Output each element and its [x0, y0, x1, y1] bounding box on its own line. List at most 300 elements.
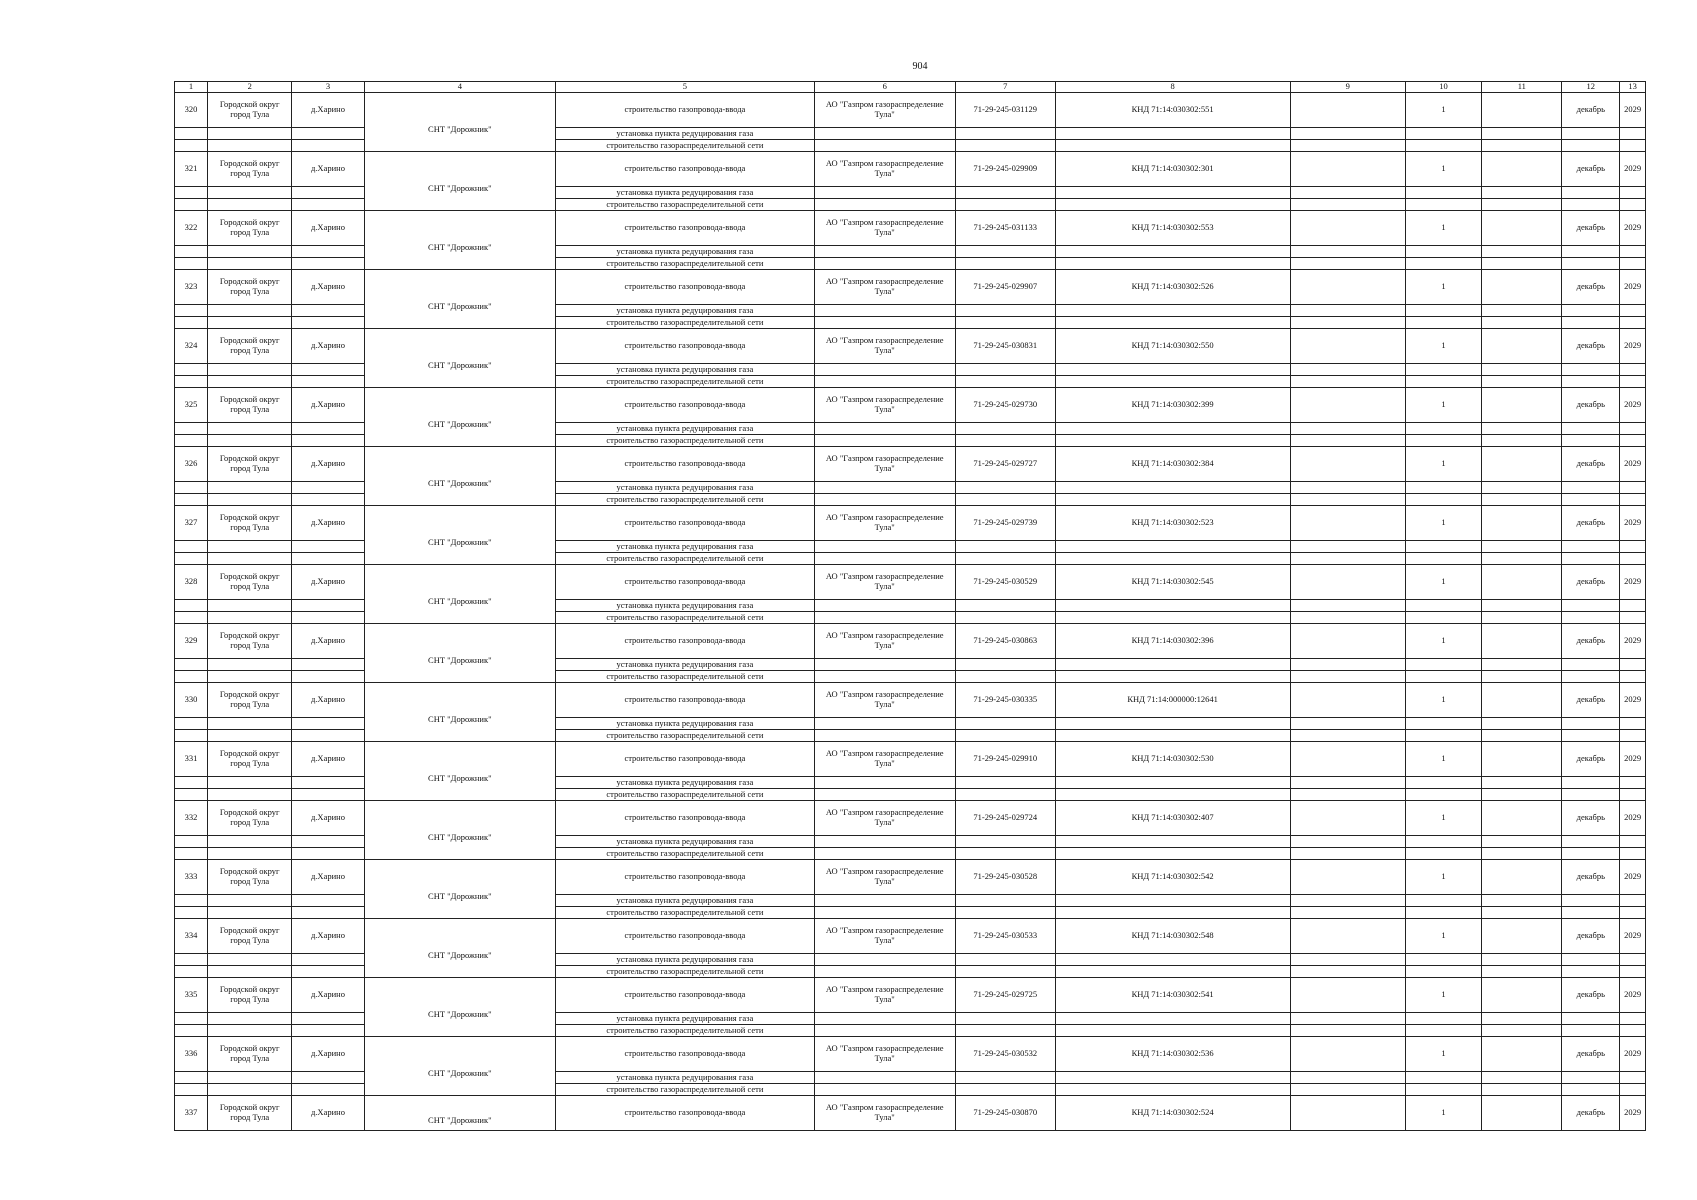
- empty-subcell: [292, 848, 364, 860]
- empty-subcell: [207, 789, 291, 801]
- district-cell: Городской округ город Тула: [207, 565, 291, 600]
- work-network-cell: строительство газораспределительной сети: [556, 553, 815, 565]
- village-cell: д.Харино: [292, 860, 364, 895]
- empty-cell-9: [1290, 742, 1405, 777]
- empty-subcell: [955, 305, 1055, 317]
- work-main-cell: строительство газопровода-ввода: [556, 860, 815, 895]
- work-reducing-cell: установка пункта редуцирования газа: [556, 836, 815, 848]
- empty-subcell: [175, 671, 208, 683]
- snt-cell: [364, 152, 556, 211]
- empty-subcell: [1405, 789, 1481, 801]
- month-cell: декабрь: [1562, 919, 1620, 954]
- empty-subcell: [1055, 600, 1290, 612]
- empty-subcell: [1405, 612, 1481, 624]
- empty-subcell: [207, 659, 291, 671]
- snt-label: СНТ "Дорожник": [428, 537, 492, 548]
- empty-subcell: [1482, 128, 1562, 140]
- empty-subcell: [955, 966, 1055, 978]
- village-cell: д.Харино: [292, 329, 364, 364]
- empty-subcell: [1620, 482, 1646, 494]
- quantity-cell: 1: [1405, 329, 1481, 364]
- snt-label: СНТ "Дорожник": [428, 183, 492, 194]
- snt-label: СНТ "Дорожник": [428, 124, 492, 135]
- empty-subcell: [207, 246, 291, 258]
- empty-subcell: [292, 435, 364, 447]
- village-cell: д.Харино: [292, 388, 364, 423]
- empty-subcell: [1290, 789, 1405, 801]
- empty-subcell: [1405, 954, 1481, 966]
- empty-subcell: [955, 895, 1055, 907]
- empty-subcell: [1405, 600, 1481, 612]
- empty-subcell: [1562, 317, 1620, 329]
- snt-label: СНТ "Дорожник": [428, 655, 492, 666]
- object-code-cell: 71-29-245-029909: [955, 152, 1055, 187]
- empty-subcell: [207, 954, 291, 966]
- district-cell: Городской округ город Тула: [207, 506, 291, 541]
- empty-subcell: [292, 423, 364, 435]
- work-main-cell: строительство газопровода-ввода: [556, 565, 815, 600]
- table-row: [175, 683, 1646, 718]
- empty-subcell: [207, 895, 291, 907]
- object-code-cell: 71-29-245-030529: [955, 565, 1055, 600]
- empty-subcell: [292, 305, 364, 317]
- work-network-cell: строительство газораспределительной сети: [556, 1025, 815, 1037]
- district-cell: Городской округ город Тула: [207, 683, 291, 718]
- empty-cell-9: [1290, 93, 1405, 128]
- year-cell: 2029: [1620, 270, 1646, 305]
- empty-subcell: [1055, 435, 1290, 447]
- empty-subcell: [1290, 954, 1405, 966]
- empty-cell-11: [1482, 388, 1562, 423]
- empty-cell-9: [1290, 329, 1405, 364]
- empty-subcell: [292, 730, 364, 742]
- empty-subcell: [1482, 600, 1562, 612]
- empty-subcell: [955, 246, 1055, 258]
- year-cell: 2029: [1620, 919, 1646, 954]
- empty-subcell: [292, 541, 364, 553]
- object-code-cell: 71-29-245-029727: [955, 447, 1055, 482]
- empty-subcell: [1620, 954, 1646, 966]
- empty-subcell: [292, 128, 364, 140]
- empty-subcell: [207, 907, 291, 919]
- table-row: [175, 565, 1646, 600]
- empty-subcell: [1055, 612, 1290, 624]
- empty-subcell: [1290, 553, 1405, 565]
- empty-subcell: [1290, 671, 1405, 683]
- empty-subcell: [175, 305, 208, 317]
- empty-subcell: [1620, 246, 1646, 258]
- empty-cell-11: [1482, 1037, 1562, 1072]
- empty-subcell: [1482, 317, 1562, 329]
- empty-subcell: [1482, 1072, 1562, 1084]
- empty-subcell: [814, 258, 955, 270]
- empty-subcell: [1405, 541, 1481, 553]
- cadastral-cell: КНД 71:14:030302:526: [1055, 270, 1290, 305]
- empty-subcell: [955, 423, 1055, 435]
- year-cell: 2029: [1620, 860, 1646, 895]
- empty-subcell: [175, 612, 208, 624]
- empty-subcell: [1562, 789, 1620, 801]
- snt-label: СНТ "Дорожник": [428, 360, 492, 371]
- empty-subcell: [814, 836, 955, 848]
- empty-subcell: [1290, 718, 1405, 730]
- table-row: [175, 801, 1646, 836]
- snt-cell: [364, 270, 556, 329]
- empty-subcell: [175, 789, 208, 801]
- empty-subcell: [955, 954, 1055, 966]
- empty-subcell: [1055, 317, 1290, 329]
- empty-subcell: [1482, 895, 1562, 907]
- column-header-8: 8: [1055, 82, 1290, 93]
- snt-label: СНТ "Дорожник": [428, 891, 492, 902]
- quantity-cell: 1: [1405, 388, 1481, 423]
- empty-cell-11: [1482, 801, 1562, 836]
- empty-subcell: [1405, 848, 1481, 860]
- month-cell: декабрь: [1562, 565, 1620, 600]
- empty-subcell: [1290, 600, 1405, 612]
- empty-subcell: [1405, 777, 1481, 789]
- row-number: 328: [175, 565, 208, 600]
- empty-subcell: [175, 246, 208, 258]
- empty-subcell: [207, 541, 291, 553]
- year-cell: 2029: [1620, 1037, 1646, 1072]
- empty-cell-11: [1482, 447, 1562, 482]
- empty-subcell: [292, 1072, 364, 1084]
- table-row: [175, 624, 1646, 659]
- empty-subcell: [814, 966, 955, 978]
- empty-subcell: [1562, 364, 1620, 376]
- district-cell: Городской округ город Тула: [207, 329, 291, 364]
- row-number: 322: [175, 211, 208, 246]
- empty-subcell: [1405, 836, 1481, 848]
- work-network-cell: строительство газораспределительной сети: [556, 1084, 815, 1096]
- empty-subcell: [1055, 199, 1290, 211]
- empty-subcell: [1620, 789, 1646, 801]
- empty-subcell: [207, 1072, 291, 1084]
- object-code-cell: 71-29-245-029907: [955, 270, 1055, 305]
- empty-subcell: [1055, 128, 1290, 140]
- empty-subcell: [814, 730, 955, 742]
- snt-cell: [364, 1037, 556, 1096]
- organization-cell: АО "Газпром газораспределение Тула": [814, 447, 955, 482]
- empty-subcell: [292, 895, 364, 907]
- village-cell: д.Харино: [292, 919, 364, 954]
- empty-subcell: [175, 907, 208, 919]
- organization-cell: АО "Газпром газораспределение Тула": [814, 1096, 955, 1131]
- work-network-cell: строительство газораспределительной сети: [556, 199, 815, 211]
- empty-subcell: [207, 966, 291, 978]
- snt-label: СНТ "Дорожник": [428, 714, 492, 725]
- work-main-cell: строительство газопровода-ввода: [556, 801, 815, 836]
- empty-subcell: [207, 199, 291, 211]
- empty-subcell: [175, 435, 208, 447]
- empty-cell-9: [1290, 978, 1405, 1013]
- empty-subcell: [207, 553, 291, 565]
- empty-subcell: [292, 140, 364, 152]
- empty-subcell: [814, 435, 955, 447]
- empty-subcell: [1290, 376, 1405, 388]
- empty-cell-11: [1482, 152, 1562, 187]
- month-cell: декабрь: [1562, 506, 1620, 541]
- empty-subcell: [1620, 317, 1646, 329]
- organization-cell: АО "Газпром газораспределение Тула": [814, 742, 955, 777]
- empty-subcell: [1562, 376, 1620, 388]
- work-main-cell: строительство газопровода-ввода: [556, 624, 815, 659]
- cadastral-cell: КНД 71:14:030302:396: [1055, 624, 1290, 659]
- empty-subcell: [175, 895, 208, 907]
- empty-subcell: [292, 187, 364, 199]
- empty-subcell: [955, 1072, 1055, 1084]
- empty-subcell: [1482, 553, 1562, 565]
- empty-subcell: [1055, 895, 1290, 907]
- row-number: 332: [175, 801, 208, 836]
- table-row: [175, 742, 1646, 777]
- empty-subcell: [292, 600, 364, 612]
- cadastral-cell: КНД 71:14:030302:551: [1055, 93, 1290, 128]
- empty-subcell: [175, 423, 208, 435]
- empty-subcell: [955, 600, 1055, 612]
- month-cell: декабрь: [1562, 1096, 1620, 1131]
- empty-subcell: [1482, 494, 1562, 506]
- year-cell: 2029: [1620, 211, 1646, 246]
- empty-subcell: [1620, 541, 1646, 553]
- empty-subcell: [1405, 364, 1481, 376]
- empty-subcell: [1620, 671, 1646, 683]
- empty-subcell: [1482, 671, 1562, 683]
- work-network-cell: строительство газораспределительной сети: [556, 317, 815, 329]
- empty-subcell: [1290, 435, 1405, 447]
- empty-subcell: [175, 848, 208, 860]
- empty-subcell: [1482, 246, 1562, 258]
- empty-subcell: [1620, 187, 1646, 199]
- empty-subcell: [1055, 364, 1290, 376]
- year-cell: 2029: [1620, 93, 1646, 128]
- row-number: 329: [175, 624, 208, 659]
- year-cell: 2029: [1620, 683, 1646, 718]
- empty-subcell: [292, 659, 364, 671]
- district-cell: Городской округ город Тула: [207, 978, 291, 1013]
- cadastral-cell: КНД 71:14:030302:553: [1055, 211, 1290, 246]
- empty-subcell: [1562, 1013, 1620, 1025]
- empty-subcell: [955, 199, 1055, 211]
- month-cell: декабрь: [1562, 211, 1620, 246]
- empty-subcell: [1562, 553, 1620, 565]
- month-cell: декабрь: [1562, 447, 1620, 482]
- snt-cell: [364, 683, 556, 742]
- empty-subcell: [955, 907, 1055, 919]
- empty-subcell: [1562, 423, 1620, 435]
- object-code-cell: 71-29-245-030870: [955, 1096, 1055, 1131]
- row-number: 320: [175, 93, 208, 128]
- empty-subcell: [1620, 199, 1646, 211]
- empty-subcell: [1290, 659, 1405, 671]
- district-cell: Городской округ город Тула: [207, 1037, 291, 1072]
- empty-subcell: [955, 376, 1055, 388]
- empty-subcell: [1482, 423, 1562, 435]
- object-code-cell: 71-29-245-030528: [955, 860, 1055, 895]
- work-reducing-cell: установка пункта редуцирования газа: [556, 718, 815, 730]
- empty-subcell: [1405, 718, 1481, 730]
- column-header-6: 6: [814, 82, 955, 93]
- empty-subcell: [1290, 128, 1405, 140]
- column-header-7: 7: [955, 82, 1055, 93]
- empty-subcell: [814, 305, 955, 317]
- snt-cell: [364, 1096, 556, 1131]
- year-cell: 2029: [1620, 801, 1646, 836]
- empty-subcell: [1482, 1025, 1562, 1037]
- empty-subcell: [292, 1013, 364, 1025]
- empty-subcell: [814, 600, 955, 612]
- district-cell: Городской округ город Тула: [207, 388, 291, 423]
- quantity-cell: 1: [1405, 683, 1481, 718]
- empty-subcell: [1620, 1084, 1646, 1096]
- page-number: 904: [912, 61, 928, 72]
- empty-cell-9: [1290, 1037, 1405, 1072]
- table-row: [175, 270, 1646, 305]
- empty-subcell: [1055, 187, 1290, 199]
- empty-subcell: [1405, 376, 1481, 388]
- organization-cell: АО "Газпром газораспределение Тула": [814, 388, 955, 423]
- snt-label: СНТ "Дорожник": [428, 832, 492, 843]
- snt-cell: [364, 506, 556, 565]
- empty-subcell: [955, 187, 1055, 199]
- table-row: [175, 388, 1646, 423]
- empty-subcell: [1405, 494, 1481, 506]
- district-cell: Городской округ город Тула: [207, 211, 291, 246]
- empty-subcell: [1290, 423, 1405, 435]
- quantity-cell: 1: [1405, 506, 1481, 541]
- row-number: 326: [175, 447, 208, 482]
- empty-subcell: [1055, 1072, 1290, 1084]
- empty-subcell: [1055, 789, 1290, 801]
- empty-subcell: [1482, 199, 1562, 211]
- empty-subcell: [175, 954, 208, 966]
- quantity-cell: 1: [1405, 1096, 1481, 1131]
- empty-subcell: [207, 140, 291, 152]
- empty-subcell: [1405, 553, 1481, 565]
- empty-subcell: [1405, 246, 1481, 258]
- table-row: [175, 860, 1646, 895]
- row-number: 337: [175, 1096, 208, 1131]
- empty-subcell: [955, 128, 1055, 140]
- snt-label: СНТ "Дорожник": [428, 1115, 492, 1126]
- empty-subcell: [1620, 659, 1646, 671]
- empty-cell-11: [1482, 270, 1562, 305]
- month-cell: декабрь: [1562, 860, 1620, 895]
- cadastral-cell: КНД 71:14:030302:545: [1055, 565, 1290, 600]
- empty-subcell: [814, 246, 955, 258]
- empty-subcell: [292, 954, 364, 966]
- empty-subcell: [1482, 848, 1562, 860]
- empty-subcell: [1562, 199, 1620, 211]
- empty-subcell: [1620, 600, 1646, 612]
- row-number: 333: [175, 860, 208, 895]
- work-network-cell: строительство газораспределительной сети: [556, 730, 815, 742]
- organization-cell: АО "Газпром газораспределение Тула": [814, 801, 955, 836]
- organization-cell: АО "Газпром газораспределение Тула": [814, 978, 955, 1013]
- empty-subcell: [814, 541, 955, 553]
- work-reducing-cell: установка пункта редуцирования газа: [556, 777, 815, 789]
- empty-subcell: [1562, 128, 1620, 140]
- empty-subcell: [207, 730, 291, 742]
- empty-subcell: [1562, 777, 1620, 789]
- month-cell: декабрь: [1562, 329, 1620, 364]
- empty-subcell: [292, 258, 364, 270]
- empty-subcell: [1055, 671, 1290, 683]
- object-code-cell: 71-29-245-030335: [955, 683, 1055, 718]
- empty-subcell: [175, 140, 208, 152]
- cadastral-cell: КНД 71:14:030302:301: [1055, 152, 1290, 187]
- empty-subcell: [1055, 1084, 1290, 1096]
- empty-subcell: [1405, 187, 1481, 199]
- empty-subcell: [1290, 1025, 1405, 1037]
- village-cell: д.Харино: [292, 742, 364, 777]
- year-cell: 2029: [1620, 565, 1646, 600]
- district-cell: Городской округ город Тула: [207, 860, 291, 895]
- empty-subcell: [814, 612, 955, 624]
- snt-cell: [364, 978, 556, 1037]
- empty-subcell: [207, 482, 291, 494]
- work-main-cell: строительство газопровода-ввода: [556, 388, 815, 423]
- empty-subcell: [175, 482, 208, 494]
- empty-subcell: [1055, 836, 1290, 848]
- cadastral-cell: КНД 71:14:030302:407: [1055, 801, 1290, 836]
- snt-label: СНТ "Дорожник": [428, 773, 492, 784]
- empty-subcell: [1482, 258, 1562, 270]
- row-number: 334: [175, 919, 208, 954]
- empty-subcell: [1405, 305, 1481, 317]
- empty-subcell: [1405, 435, 1481, 447]
- quantity-cell: 1: [1405, 801, 1481, 836]
- column-header-9: 9: [1290, 82, 1405, 93]
- year-cell: 2029: [1620, 624, 1646, 659]
- district-cell: Городской округ город Тула: [207, 447, 291, 482]
- work-network-cell: строительство газораспределительной сети: [556, 671, 815, 683]
- month-cell: декабрь: [1562, 978, 1620, 1013]
- empty-subcell: [955, 258, 1055, 270]
- column-header-12: 12: [1562, 82, 1620, 93]
- empty-subcell: [814, 128, 955, 140]
- empty-subcell: [1055, 1013, 1290, 1025]
- table-row: [175, 211, 1646, 246]
- work-network-cell: строительство газораспределительной сети: [556, 907, 815, 919]
- snt-cell: [364, 329, 556, 388]
- empty-subcell: [1055, 553, 1290, 565]
- empty-subcell: [814, 777, 955, 789]
- empty-subcell: [1290, 494, 1405, 506]
- empty-subcell: [1055, 777, 1290, 789]
- empty-subcell: [1482, 140, 1562, 152]
- empty-subcell: [1482, 789, 1562, 801]
- empty-subcell: [1562, 1025, 1620, 1037]
- empty-cell-11: [1482, 1096, 1562, 1131]
- empty-subcell: [1055, 541, 1290, 553]
- empty-subcell: [1482, 659, 1562, 671]
- empty-subcell: [1482, 954, 1562, 966]
- work-main-cell: строительство газопровода-ввода: [556, 270, 815, 305]
- organization-cell: АО "Газпром газораспределение Тула": [814, 624, 955, 659]
- empty-subcell: [814, 1025, 955, 1037]
- empty-subcell: [955, 836, 1055, 848]
- empty-subcell: [1620, 364, 1646, 376]
- empty-subcell: [1290, 907, 1405, 919]
- organization-cell: АО "Газпром газораспределение Тула": [814, 329, 955, 364]
- empty-subcell: [207, 1013, 291, 1025]
- empty-subcell: [1562, 258, 1620, 270]
- empty-subcell: [175, 199, 208, 211]
- cadastral-cell: КНД 71:14:030302:536: [1055, 1037, 1290, 1072]
- empty-subcell: [955, 364, 1055, 376]
